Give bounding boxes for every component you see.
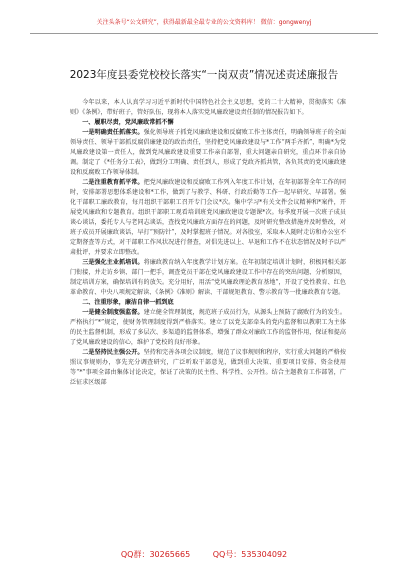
paragraph-text: 坚持和完善各项会议制度，规范了议事规则和程序，实行重大问题的严格按照议事规则办，事先充分调查研究，广泛听取干部意见，做到重大决策、重要项目安排、资金使用等“*”事项全部由集体讨论决定，保证了决策的民主性、科学性、公开性。结合主题教育工作部署，广泛征求区级部 [70,349,347,386]
paragraph-lead: 二是坚持民主强公开。 [82,349,144,356]
paragraph-lead: 一是明确责任抓落实。 [82,129,144,136]
paragraph-text: 强化领导班子抓党风廉政建设和反腐败工作主体责任，明确领导班子的全面领导责任、领导干部抓反腐倡廉建设的政治责任，坚持把党风廉政建设与*工作“两手齐抓”，明确*为党风廉政建设第一责任人，做到党风廉政建设重要工作亲自部署，重大问题亲自研究，重点环节亲自协调。制定了《*任务分工表》，做到分工明确、责任到人，形成了党政齐抓共管，各负其责的党风廉政建设和反腐败工作领导体制。 [70,129,347,176]
section-heading-1: 一、履职尽责，党风廉政常抓不懈 [82,119,174,126]
paragraph-text: 把党风廉政建设和反腐败工作列入年度工作计划，在年初部署全年工作的同时，安排部署思想体系建设和*工作，做到了与教学、科研、行政后勤等工作一起早研究、早部署。强化干部职工廉政教育，每月组织干部职工召开专门会议*次。集中学习*有关文件会议精神和*案件，开展党风廉政和专题教育。组织干部职工观看培训班党风廉政建设专题课*次。每季度开展一次班子成员谈心谈话，委托专人与老同志谈话，查找党风廉政方面存在的问题，及时研究整改措施并及时整改，对班子成员开展廉政谈话，早打“预防针”，及时掌握班子情况。对各股室，采取本人随时走访和办公室不定期督查等方式，对干部职工作风状况进行督查，对倡先进以上、早退和工作不在状态情况及时予以严肃批评，并要求立即整改。 [70,179,347,256]
paragraph [70,128,346,178]
paragraph-text: 将廉政教育纳入年度教学计划方案。在年初制定培训计划时，积极同相关部门衔接，并走访乡镇、部门一把手，调查党员干部在党风廉政建设工作中存在的突出问题、分析原因，制定培训方案，确保培训有的放矢。充分用好，用活“党风廉政理论教育基地”，开设了党性教育、红色革命教育、中央八项规定解读、《条例》《准则》解读、干部规矩教育、警示教育等一批廉政教育专题。 [70,259,347,296]
paragraph [70,258,346,298]
qq-group: QQ群：30265665 [120,550,191,559]
paragraph [70,308,346,348]
top-banner: 关注头条号“公文研究”，获得最新最全最专业的公文资料库！ 微信：gongwenyj [96,19,312,26]
intro-paragraph: 今年以来，本人认真学习习近平新时代中国特色社会主义思想，党的二十大精神，贯彻落实《准则》《条例》，带好班子，管好队伍，现将本人落实党风廉政建设责任制的情况报告如下。 [70,99,346,116]
section-heading-2: 二、注重形象，廉洁自律一抓到底 [82,299,174,306]
qq-number: QQ号：535304092 [212,550,288,559]
footer-contact [30,548,378,562]
paragraph-lead: 三是强化主业抓培训。 [82,259,144,266]
paragraph [70,348,346,388]
paragraph [70,178,346,258]
header-divider [30,33,378,34]
document-title: 2023年度县委党校校长落实“一岗双责”情况述责述廉报告 [69,69,339,81]
paragraph-lead: 一是健全制度强监督。 [82,309,144,316]
paragraph-lead: 二是注重教育抓平常。 [82,179,144,186]
document-body [70,98,346,388]
paragraph-text: 建立健全管理制度，规范班子成员行为，从源头上预防了腐败行为的发生。严格执行“*”规定，使财务管理制度得到严格落实。建立了以党支部牵头的党内监督和以教职工为主体的民主监督机制，形成了多层次、多渠道的监督体系，增强了群众对廉政工作的监督作用，保证和提高了党风廉政建设的信心，维护了党校的良好形象。 [70,309,347,346]
